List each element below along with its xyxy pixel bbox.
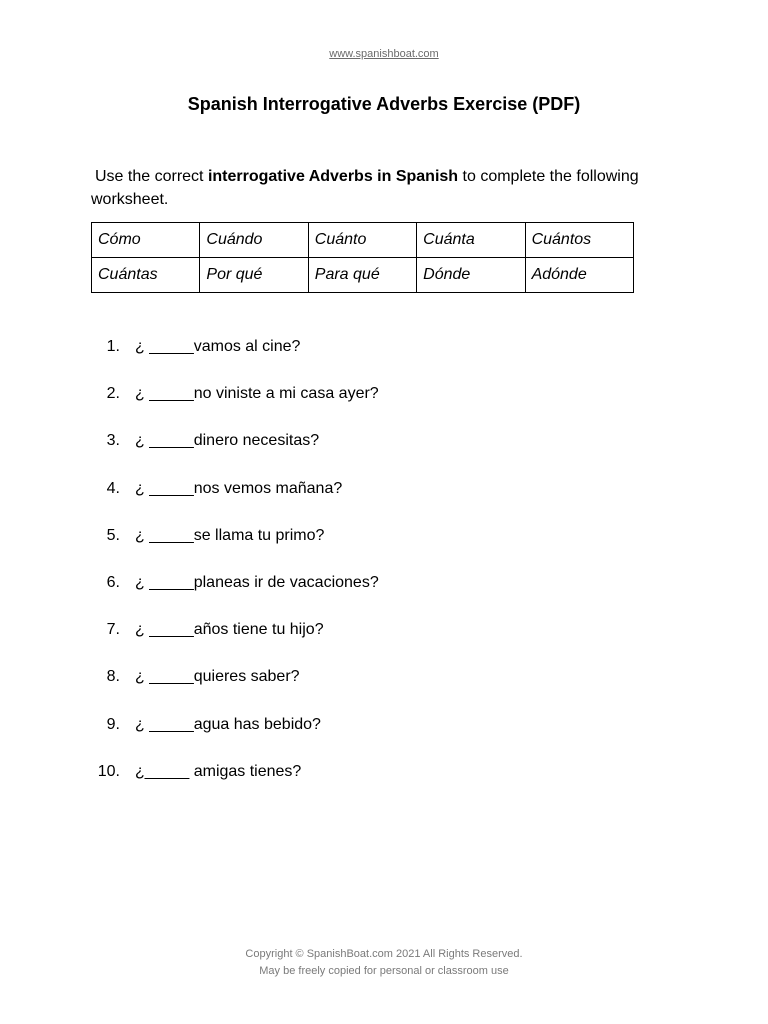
question-item <box>0 428 768 475</box>
footer <box>0 946 768 980</box>
instructions-bold: interrogative Adverbs in Spanish <box>207 168 459 185</box>
question-item <box>0 381 768 428</box>
table-cell: Cuántos <box>525 223 633 258</box>
question-number: 5. <box>106 526 120 544</box>
instructions-prefix: Use the correct <box>95 168 208 185</box>
question-item <box>0 523 768 570</box>
table-cell: Cuántas <box>92 258 200 293</box>
table-cell: Adónde <box>525 258 633 293</box>
table-row <box>92 223 634 258</box>
question-text: ¿ _____dinero necesitas? <box>135 432 320 450</box>
table-cell: Cómo <box>92 223 200 258</box>
question-number: 7. <box>106 621 120 639</box>
question-item <box>0 617 768 664</box>
question-number: 8. <box>106 668 120 686</box>
table-cell: Para qué <box>308 258 416 293</box>
question-number: 1. <box>106 338 120 355</box>
table-cell: Por qué <box>200 258 308 293</box>
question-item <box>0 334 768 381</box>
question-text: ¿ _____vamos al cine? <box>135 338 301 355</box>
question-item <box>0 570 768 617</box>
question-text: ¿ _____no viniste a mi casa ayer? <box>135 385 379 403</box>
usage-note: May be freely copied for personal or classroom use <box>259 965 509 977</box>
table-cell: Dónde <box>417 258 525 293</box>
table-row <box>92 258 634 293</box>
question-text: ¿ _____años tiene tu hijo? <box>135 621 324 639</box>
question-list <box>0 334 768 806</box>
question-item <box>0 664 768 711</box>
table-cell: Cuándo <box>200 223 308 258</box>
question-item <box>0 759 768 806</box>
instructions-suffix: to complete the following worksheet. <box>91 168 639 208</box>
question-text: ¿ _____agua has bebido? <box>135 715 321 733</box>
question-item <box>0 712 768 759</box>
question-number: 3. <box>106 432 120 450</box>
instructions <box>91 165 651 211</box>
question-text: ¿ _____quieres saber? <box>135 668 300 686</box>
copyright-text: Copyright © SpanishBoat.com 2021 All Rights Reserved. <box>245 948 523 960</box>
question-text: ¿_____ amigas tienes? <box>135 762 302 780</box>
question-text: ¿ _____planeas ir de vacaciones? <box>135 573 379 591</box>
question-number: 9. <box>106 715 120 733</box>
question-text: ¿ _____se llama tu primo? <box>135 526 325 544</box>
question-item <box>0 476 768 523</box>
question-number: 2. <box>106 385 120 403</box>
question-number: 4. <box>106 479 120 497</box>
question-text: ¿ _____nos vemos mañana? <box>135 479 343 497</box>
question-number: 10. <box>97 762 120 780</box>
table-cell: Cuánto <box>308 223 416 258</box>
question-number: 6. <box>106 573 120 591</box>
table-cell: Cuánta <box>417 223 525 258</box>
page-title: Spanish Interrogative Adverbs Exercise (PDF) <box>187 94 581 114</box>
site-link[interactable]: www.spanishboat.com <box>329 48 439 60</box>
adverb-table <box>91 222 634 293</box>
